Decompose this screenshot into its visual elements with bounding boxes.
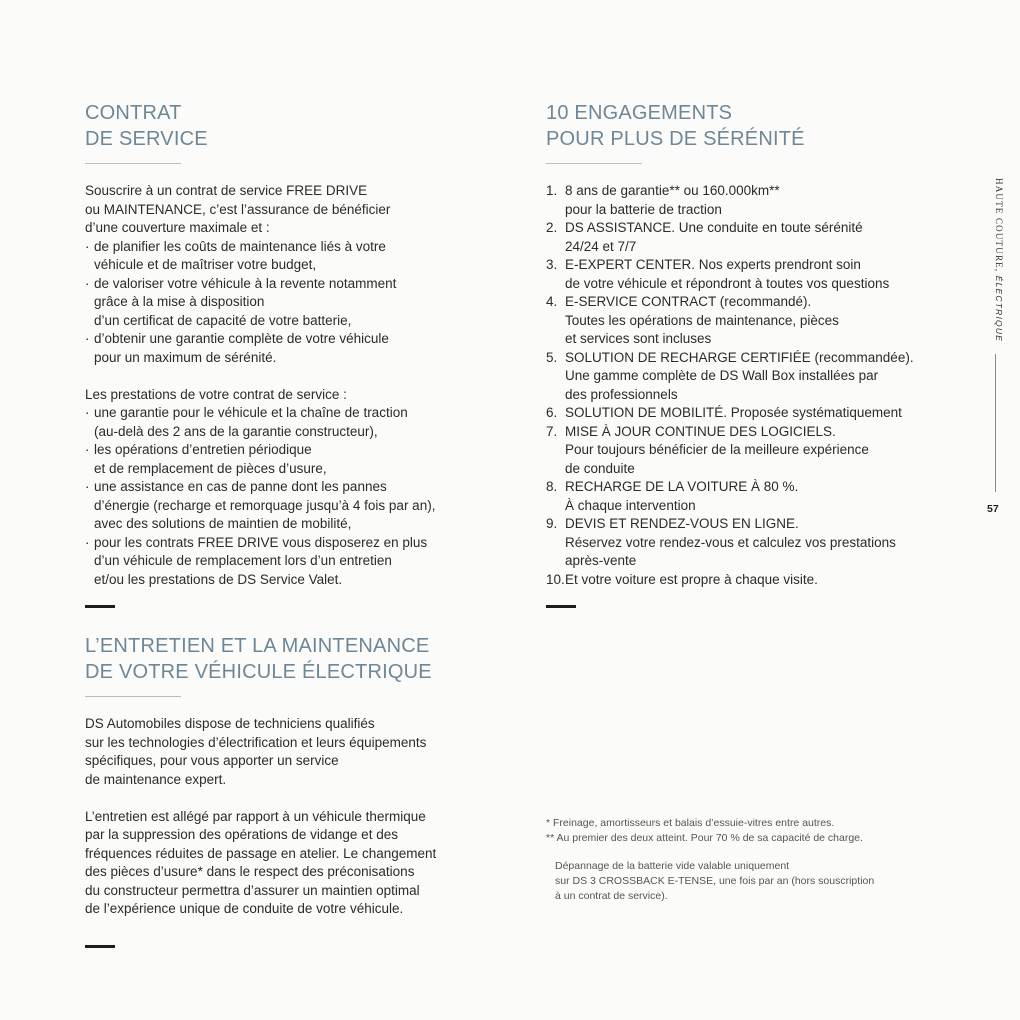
list-item: · pour les contrats FREE DRIVE vous disposerez en plus d’un véhicule de remplacement lors d’un entretien et/ou les prestations de DS Service Valet. (85, 534, 428, 587)
list-item: 6. SOLUTION DE MOBILITÉ. Proposée systématiquement (546, 405, 902, 420)
title-divider (85, 163, 181, 164)
title-divider (85, 696, 181, 697)
prestations-list (85, 404, 495, 589)
section-end-rule (546, 605, 576, 608)
list-item: 2. DS ASSISTANCE. Une conduite en toute sérénité 24/24 et 7/7 (546, 220, 863, 254)
list-item: · d’obtenir une garantie complète de votre véhicule pour un maximum de sérénité. (85, 331, 389, 365)
entretien-section (85, 633, 495, 948)
benefits-list (85, 238, 495, 368)
list-item: 1. 8 ans de garantie** ou 160.000km** pour la batterie de traction (546, 183, 780, 217)
list-item: · de valoriser votre véhicule à la revente notamment grâce à la mise à disposition d’un certificat de capacité de votre batterie, (85, 275, 397, 328)
prestations-intro: Les prestations de votre contrat de service : (85, 386, 347, 402)
list-item: 5. SOLUTION DE RECHARGE CERTIFIÉE (recommandée). Une gamme complète de DS Wall Box installées par des professionnels (546, 349, 914, 402)
list-item: · une assistance en cas de panne dont les pannes d’énergie (recharge et remorquage jusqu’à 4 fois par an), avec des solutions de maintien de mobilité, (85, 479, 436, 531)
list-item: · de planifier les coûts de maintenance liés à votre véhicule et de maîtriser votre budget, (85, 238, 386, 272)
engagements-title: 10 ENGAGEMENTS POUR PLUS DE SÉRÉNITÉ (546, 102, 805, 150)
contrat-section (85, 100, 495, 608)
sidebar-label: HAUTE COUTURE, ÉLECTRIQUE (994, 178, 1004, 343)
contrat-title: CONTRAT DE SERVICE (85, 102, 208, 150)
contrat-intro: Souscrire à un contrat de service FREE DRIVE ou MAINTENANCE, c’est l’assurance de bénéficier d’une couverture maximale et : (85, 183, 391, 235)
list-item: · les opérations d’entretien périodique et de remplacement de pièces d’usure, (85, 442, 327, 476)
right-column (546, 100, 956, 608)
section-end-rule (85, 945, 115, 948)
list-item: 9. DEVIS ET RENDEZ-VOUS EN LIGNE. Réservez votre rendez-vous et calculez vos prestations après-vente (546, 516, 896, 568)
section-end-rule (85, 605, 115, 608)
page-number: 57 (987, 503, 999, 515)
list-item: 7. MISE À JOUR CONTINUE DES LOGICIELS. Pour toujours bénéficier de la meilleure expérience de conduite (546, 423, 869, 476)
title-divider (546, 163, 642, 164)
entretien-para-1: DS Automobiles dispose de techniciens qualifiés sur les technologies d’électrification et leurs équipements spécifiques, pour vous apporter un service de maintenance expert. (85, 716, 427, 787)
entretien-title: L’ENTRETIEN ET LA MAINTENANCE DE VOTRE VÉHICULE ÉLECTRIQUE (85, 635, 432, 683)
entretien-para-2: L’entretien est allégé par rapport à un véhicule thermique par la suppression des opérations de vidange et des fréquences réduites de passage en atelier. Le changement des pièces d’usure* dans le respect des préconisations du constructeur permettra d’assurer un maintien optimal de l’expérience unique de conduite de votre véhicule. (85, 808, 437, 916)
engagements-list (546, 182, 956, 589)
depannage-note: Dépannage de la batterie vide valable uniquement sur DS 3 CROSSBACK E-TENSE, une fois par an (hors souscription à un contrat de service). (555, 860, 875, 903)
list-item: 4. E-SERVICE CONTRACT (recommandé). Toutes les opérations de maintenance, pièces et services sont incluses (546, 294, 839, 346)
list-item: 10. Et votre voiture est propre à chaque visite. (546, 571, 818, 587)
list-item: · une garantie pour le véhicule et la chaîne de traction (au-delà des 2 ans de la garantie constructeur), (85, 405, 408, 439)
sidebar-divider (995, 354, 996, 492)
engagements-section (546, 100, 956, 608)
list-item: 3. E-EXPERT CENTER. Nos experts prendront soin de votre véhicule et répondront à toutes vos questions (546, 257, 890, 291)
footnotes: * Freinage, amortisseurs et balais d’essuie-vitres entre autres. ** Au premier des deux atteint. Pour 70 % de sa capacité de charge. (546, 817, 863, 845)
list-item: 8. RECHARGE DE LA VOITURE À 80 %. À chaque intervention (546, 479, 799, 513)
left-column (85, 100, 495, 948)
